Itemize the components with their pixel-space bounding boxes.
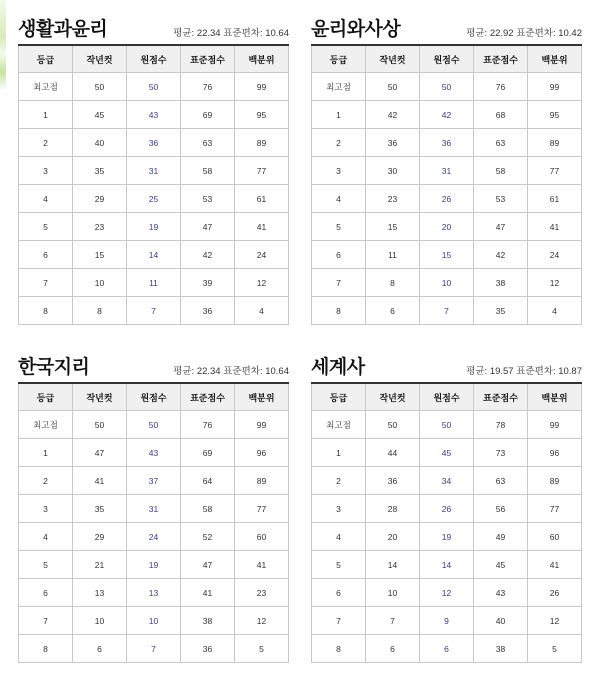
- table-row: [19, 579, 289, 607]
- cell-standard-score: 63: [474, 467, 528, 495]
- cell-percentile: 12: [235, 269, 289, 297]
- cell-raw-score: 19: [127, 551, 181, 579]
- cell-raw-score: 14: [420, 551, 474, 579]
- cell-percentile: 99: [528, 411, 582, 439]
- cell-standard-score: 76: [181, 411, 235, 439]
- cell-percentile: 95: [528, 101, 582, 129]
- cell-grade: 8: [19, 635, 73, 663]
- cell-standard-score: 39: [181, 269, 235, 297]
- cell-grade: 8: [19, 297, 73, 325]
- cell-last-year-cut: 50: [366, 411, 420, 439]
- cell-last-year-cut: 36: [366, 467, 420, 495]
- table-header-row: [312, 45, 582, 73]
- grade-cut-table: [18, 382, 289, 663]
- cell-percentile: 5: [235, 635, 289, 663]
- cell-last-year-cut: 8: [73, 297, 127, 325]
- table-row: [312, 411, 582, 439]
- cell-grade: 7: [312, 269, 366, 297]
- cell-last-year-cut: 11: [366, 241, 420, 269]
- cell-grade: 2: [312, 467, 366, 495]
- cell-grade: 6: [19, 241, 73, 269]
- cell-grade: 4: [19, 185, 73, 213]
- cell-last-year-cut: 8: [366, 269, 420, 297]
- cell-grade: 3: [19, 495, 73, 523]
- cell-standard-score: 58: [474, 157, 528, 185]
- cell-last-year-cut: 7: [366, 607, 420, 635]
- cell-percentile: 24: [528, 241, 582, 269]
- table-row: [19, 607, 289, 635]
- panel-header: [311, 14, 582, 44]
- cell-standard-score: 69: [181, 439, 235, 467]
- cell-percentile: 95: [235, 101, 289, 129]
- cell-standard-score: 35: [474, 297, 528, 325]
- cell-standard-score: 63: [181, 129, 235, 157]
- table-row: [312, 635, 582, 663]
- cell-last-year-cut: 35: [73, 495, 127, 523]
- subject-title: 윤리와사상: [311, 19, 401, 40]
- cell-raw-score: 10: [127, 607, 181, 635]
- cell-last-year-cut: 21: [73, 551, 127, 579]
- cell-percentile: 24: [235, 241, 289, 269]
- cell-last-year-cut: 29: [73, 523, 127, 551]
- cell-raw-score: 31: [420, 157, 474, 185]
- cell-percentile: 12: [235, 607, 289, 635]
- table-row: [19, 297, 289, 325]
- column-header-grade: 등급: [19, 383, 73, 411]
- cell-last-year-cut: 30: [366, 157, 420, 185]
- cell-grade: 5: [312, 213, 366, 241]
- cell-percentile: 60: [528, 523, 582, 551]
- cell-grade: 1: [19, 101, 73, 129]
- table-row: [312, 213, 582, 241]
- cell-standard-score: 52: [181, 523, 235, 551]
- table-row: [19, 129, 289, 157]
- column-header-raw-score: 원점수: [127, 45, 181, 73]
- cell-standard-score: 69: [181, 101, 235, 129]
- cell-last-year-cut: 15: [73, 241, 127, 269]
- cell-grade: 1: [19, 439, 73, 467]
- cell-standard-score: 76: [474, 73, 528, 101]
- cell-percentile: 4: [235, 297, 289, 325]
- cell-grade: 3: [312, 495, 366, 523]
- panel-header: [311, 352, 582, 382]
- cell-standard-score: 58: [181, 157, 235, 185]
- cell-last-year-cut: 23: [366, 185, 420, 213]
- table-row: [19, 157, 289, 185]
- cell-raw-score: 6: [420, 635, 474, 663]
- cell-raw-score: 26: [420, 185, 474, 213]
- table-row: [312, 607, 582, 635]
- decorative-green-strip: [0, 0, 6, 90]
- cell-standard-score: 63: [474, 129, 528, 157]
- table-row: [19, 439, 289, 467]
- table-row: [19, 185, 289, 213]
- cell-raw-score: 37: [127, 467, 181, 495]
- cell-raw-score: 19: [127, 213, 181, 241]
- cell-last-year-cut: 29: [73, 185, 127, 213]
- cell-percentile: 99: [235, 73, 289, 101]
- table-header-row: [312, 383, 582, 411]
- cell-grade: 1: [312, 101, 366, 129]
- cell-standard-score: 38: [181, 607, 235, 635]
- cell-last-year-cut: 6: [366, 635, 420, 663]
- table-row: [19, 551, 289, 579]
- cell-grade: 3: [312, 157, 366, 185]
- cell-raw-score: 7: [420, 297, 474, 325]
- table-row: [312, 495, 582, 523]
- cell-last-year-cut: 36: [366, 129, 420, 157]
- column-header-grade: 등급: [19, 45, 73, 73]
- table-row: [312, 73, 582, 101]
- cell-percentile: 89: [235, 467, 289, 495]
- column-header-raw-score: 원점수: [420, 45, 474, 73]
- subject-panel: [311, 14, 582, 325]
- table-row: [312, 101, 582, 129]
- cell-last-year-cut: 13: [73, 579, 127, 607]
- cell-raw-score: 24: [127, 523, 181, 551]
- cell-percentile: 77: [235, 495, 289, 523]
- subject-stats: 평균: 22.34 표준편차: 10.64: [173, 28, 289, 39]
- table-row: [19, 495, 289, 523]
- table-row: [312, 579, 582, 607]
- cell-standard-score: 68: [474, 101, 528, 129]
- cell-standard-score: 38: [474, 269, 528, 297]
- cell-raw-score: 50: [127, 411, 181, 439]
- cell-raw-score: 13: [127, 579, 181, 607]
- cell-standard-score: 47: [181, 213, 235, 241]
- panel-header: [18, 14, 289, 44]
- cell-grade: 최고점: [19, 73, 73, 101]
- cell-standard-score: 42: [474, 241, 528, 269]
- cell-grade: 7: [19, 607, 73, 635]
- cell-percentile: 4: [528, 297, 582, 325]
- cell-standard-score: 36: [181, 635, 235, 663]
- cell-raw-score: 14: [127, 241, 181, 269]
- cell-standard-score: 42: [181, 241, 235, 269]
- cell-last-year-cut: 42: [366, 101, 420, 129]
- cell-raw-score: 36: [127, 129, 181, 157]
- table-row: [19, 213, 289, 241]
- cell-grade: 6: [312, 579, 366, 607]
- subject-panel: [18, 14, 289, 325]
- cell-grade: 7: [19, 269, 73, 297]
- cell-percentile: 60: [235, 523, 289, 551]
- cell-standard-score: 53: [181, 185, 235, 213]
- table-row: [312, 551, 582, 579]
- cell-grade: 1: [312, 439, 366, 467]
- cell-standard-score: 49: [474, 523, 528, 551]
- cell-last-year-cut: 6: [366, 297, 420, 325]
- cell-last-year-cut: 14: [366, 551, 420, 579]
- cell-standard-score: 43: [474, 579, 528, 607]
- cell-grade: 2: [19, 467, 73, 495]
- cell-grade: 4: [312, 185, 366, 213]
- cell-percentile: 77: [235, 157, 289, 185]
- subject-panel: [311, 352, 582, 663]
- cell-last-year-cut: 45: [73, 101, 127, 129]
- table-row: [312, 129, 582, 157]
- cell-raw-score: 20: [420, 213, 474, 241]
- cell-percentile: 89: [235, 129, 289, 157]
- cell-last-year-cut: 47: [73, 439, 127, 467]
- cell-last-year-cut: 15: [366, 213, 420, 241]
- table-header-row: [19, 45, 289, 73]
- cell-grade: 8: [312, 297, 366, 325]
- cell-grade: 2: [19, 129, 73, 157]
- cell-percentile: 41: [528, 213, 582, 241]
- cell-last-year-cut: 6: [73, 635, 127, 663]
- subject-stats: 평균: 22.92 표준편차: 10.42: [466, 28, 582, 39]
- cell-last-year-cut: 35: [73, 157, 127, 185]
- cell-standard-score: 56: [474, 495, 528, 523]
- cell-standard-score: 40: [474, 607, 528, 635]
- cell-raw-score: 36: [420, 129, 474, 157]
- grade-cut-table: [311, 44, 582, 325]
- cell-standard-score: 76: [181, 73, 235, 101]
- cell-grade: 6: [312, 241, 366, 269]
- cell-last-year-cut: 50: [366, 73, 420, 101]
- column-header-last-year-cut: 작년컷: [366, 383, 420, 411]
- cell-standard-score: 41: [181, 579, 235, 607]
- cell-raw-score: 42: [420, 101, 474, 129]
- subject-panel: [18, 352, 289, 663]
- cell-percentile: 96: [528, 439, 582, 467]
- panel-header: [18, 352, 289, 382]
- cell-percentile: 77: [528, 157, 582, 185]
- cell-standard-score: 47: [474, 213, 528, 241]
- cell-raw-score: 34: [420, 467, 474, 495]
- table-row: [19, 269, 289, 297]
- column-header-raw-score: 원점수: [420, 383, 474, 411]
- subject-title: 한국지리: [18, 357, 90, 378]
- cell-standard-score: 64: [181, 467, 235, 495]
- cell-raw-score: 10: [420, 269, 474, 297]
- cell-raw-score: 50: [420, 411, 474, 439]
- cell-standard-score: 36: [181, 297, 235, 325]
- cell-standard-score: 58: [181, 495, 235, 523]
- cell-grade: 최고점: [312, 411, 366, 439]
- cell-grade: 5: [312, 551, 366, 579]
- cell-grade: 8: [312, 635, 366, 663]
- table-row: [19, 523, 289, 551]
- cell-percentile: 26: [528, 579, 582, 607]
- cell-grade: 최고점: [312, 73, 366, 101]
- column-header-standard-score: 표준점수: [181, 383, 235, 411]
- cell-last-year-cut: 20: [366, 523, 420, 551]
- cell-percentile: 5: [528, 635, 582, 663]
- cell-percentile: 89: [528, 129, 582, 157]
- cell-grade: 4: [312, 523, 366, 551]
- table-row: [19, 73, 289, 101]
- cell-raw-score: 12: [420, 579, 474, 607]
- cell-percentile: 41: [235, 551, 289, 579]
- cell-raw-score: 26: [420, 495, 474, 523]
- column-header-last-year-cut: 작년컷: [73, 383, 127, 411]
- cell-grade: 6: [19, 579, 73, 607]
- cell-raw-score: 50: [420, 73, 474, 101]
- table-row: [312, 467, 582, 495]
- cell-raw-score: 45: [420, 439, 474, 467]
- table-row: [19, 467, 289, 495]
- column-header-standard-score: 표준점수: [474, 45, 528, 73]
- cell-percentile: 96: [235, 439, 289, 467]
- cell-last-year-cut: 10: [73, 269, 127, 297]
- cell-percentile: 12: [528, 269, 582, 297]
- cell-last-year-cut: 50: [73, 411, 127, 439]
- cell-last-year-cut: 10: [73, 607, 127, 635]
- subject-title: 생활과윤리: [18, 19, 108, 40]
- cell-percentile: 23: [235, 579, 289, 607]
- subject-title: 세계사: [311, 357, 365, 378]
- cell-raw-score: 11: [127, 269, 181, 297]
- cell-standard-score: 78: [474, 411, 528, 439]
- table-row: [19, 101, 289, 129]
- cell-last-year-cut: 50: [73, 73, 127, 101]
- cell-percentile: 41: [235, 213, 289, 241]
- cell-raw-score: 31: [127, 157, 181, 185]
- cell-percentile: 89: [528, 467, 582, 495]
- table-row: [312, 241, 582, 269]
- table-header-row: [19, 383, 289, 411]
- cell-grade: 4: [19, 523, 73, 551]
- cell-raw-score: 25: [127, 185, 181, 213]
- cell-last-year-cut: 23: [73, 213, 127, 241]
- cell-raw-score: 31: [127, 495, 181, 523]
- column-header-raw-score: 원점수: [127, 383, 181, 411]
- cell-percentile: 99: [235, 411, 289, 439]
- cell-raw-score: 43: [127, 439, 181, 467]
- column-header-grade: 등급: [312, 45, 366, 73]
- cell-raw-score: 7: [127, 297, 181, 325]
- column-header-last-year-cut: 작년컷: [366, 45, 420, 73]
- column-header-grade: 등급: [312, 383, 366, 411]
- cell-standard-score: 53: [474, 185, 528, 213]
- cell-last-year-cut: 40: [73, 129, 127, 157]
- column-header-percentile: 백분위: [528, 45, 582, 73]
- subject-stats: 평균: 22.34 표준편차: 10.64: [173, 366, 289, 377]
- table-row: [19, 635, 289, 663]
- table-row: [312, 157, 582, 185]
- cell-grade: 3: [19, 157, 73, 185]
- table-row: [312, 439, 582, 467]
- cell-grade: 7: [312, 607, 366, 635]
- cell-last-year-cut: 10: [366, 579, 420, 607]
- cell-percentile: 99: [528, 73, 582, 101]
- table-row: [19, 241, 289, 269]
- cell-standard-score: 45: [474, 551, 528, 579]
- cell-grade: 5: [19, 213, 73, 241]
- table-row: [312, 269, 582, 297]
- cell-percentile: 41: [528, 551, 582, 579]
- table-row: [312, 185, 582, 213]
- cell-last-year-cut: 41: [73, 467, 127, 495]
- cell-standard-score: 38: [474, 635, 528, 663]
- grade-cut-table: [18, 44, 289, 325]
- cell-percentile: 77: [528, 495, 582, 523]
- cell-raw-score: 15: [420, 241, 474, 269]
- column-header-percentile: 백분위: [235, 383, 289, 411]
- grade-cut-table: [311, 382, 582, 663]
- cell-grade: 2: [312, 129, 366, 157]
- cell-percentile: 12: [528, 607, 582, 635]
- cell-raw-score: 43: [127, 101, 181, 129]
- column-header-last-year-cut: 작년컷: [73, 45, 127, 73]
- cell-grade: 5: [19, 551, 73, 579]
- cell-last-year-cut: 28: [366, 495, 420, 523]
- cell-standard-score: 73: [474, 439, 528, 467]
- table-row: [19, 411, 289, 439]
- cell-percentile: 61: [528, 185, 582, 213]
- cell-percentile: 61: [235, 185, 289, 213]
- cell-standard-score: 47: [181, 551, 235, 579]
- column-header-percentile: 백분위: [528, 383, 582, 411]
- table-row: [312, 297, 582, 325]
- column-header-standard-score: 표준점수: [181, 45, 235, 73]
- subject-stats: 평균: 19.57 표준편차: 10.87: [466, 366, 582, 377]
- cell-grade: 최고점: [19, 411, 73, 439]
- column-header-standard-score: 표준점수: [474, 383, 528, 411]
- cell-raw-score: 9: [420, 607, 474, 635]
- cell-raw-score: 50: [127, 73, 181, 101]
- column-header-percentile: 백분위: [235, 45, 289, 73]
- cell-last-year-cut: 44: [366, 439, 420, 467]
- cell-raw-score: 7: [127, 635, 181, 663]
- cell-raw-score: 19: [420, 523, 474, 551]
- table-row: [312, 523, 582, 551]
